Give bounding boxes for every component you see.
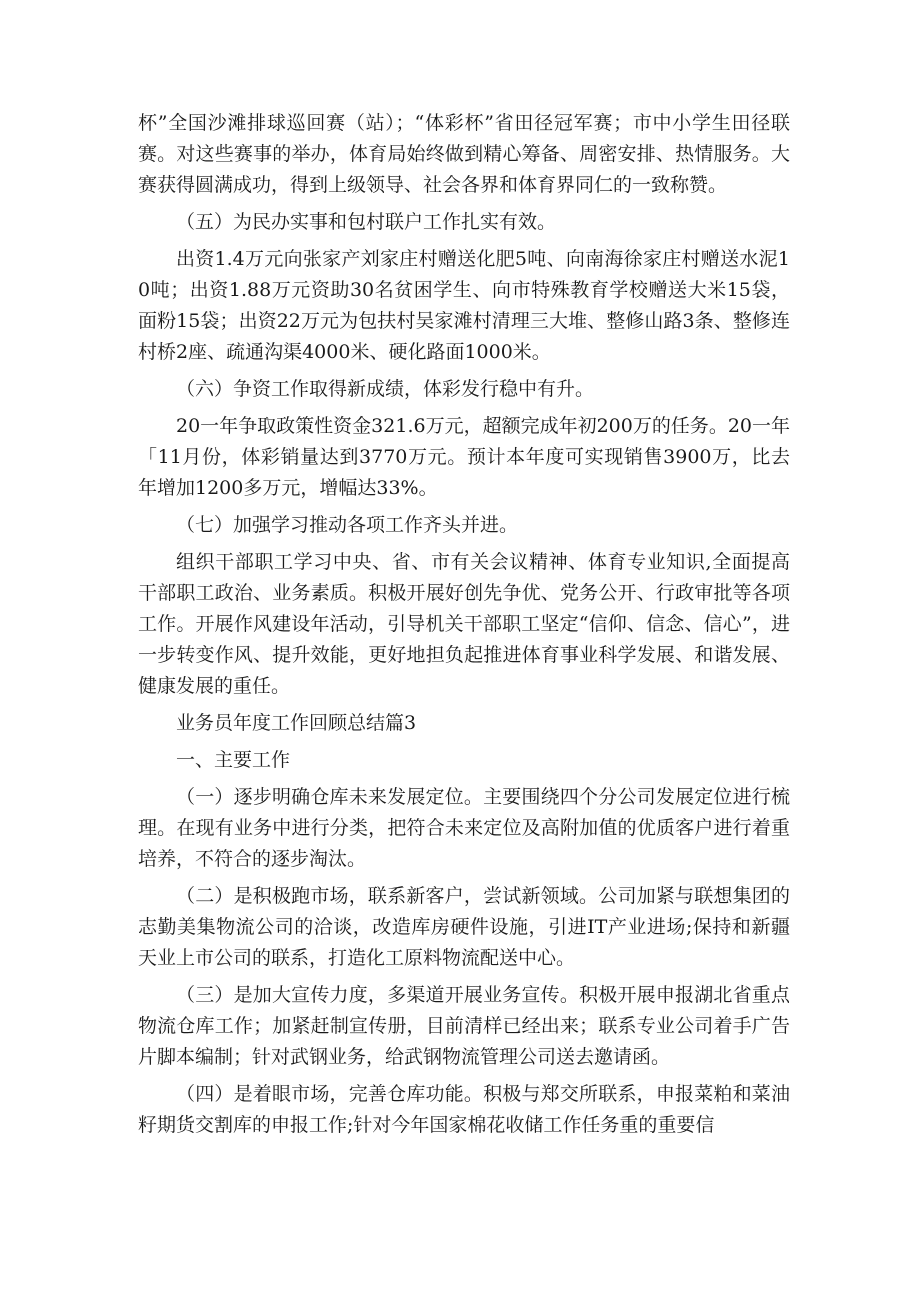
section-heading-five: （五）为民办实事和包村联户工作扎实有效。 [176,211,557,233]
article-title: 业务员年度工作回顾总结篇3 [176,712,417,734]
paragraph-item-three: （三）是加大宣传力度，多渠道开展业务宣传。积极开展申报湖北省重点物流仓库工作；加紧赶制宣传册，目前清样已经出来；联系专业公司着手广告片脚本编制；针对武钢业务，给武钢物流管理公司送去邀请函。 [138,984,790,1068]
paragraph-item-four: （四）是着眼市场，完善仓库功能。积极与郑交所联系，申报菜粕和菜油籽期货交割库的申报工作;针对今年国家棉花收储工作任务重的重要信 [138,1083,790,1136]
section-heading-seven: （七）加强学习推动各项工作齐头并进。 [176,514,519,536]
paragraph-study: 组织干部职工学习中央、省、市有关会议精神、体育专业知识,全面提高干部职工政治、业务素质。积极开展好创先争优、党务公开、行政审批等各项工作。开展作风建设年活动，引导机关干部职工坚定“信仰、信念、信心”，进一步转变作风、提升效能，更好地担负起推进体育事业科学发展、和谐发展、健康发展的重任。 [138,551,790,697]
document-body [138,108,790,1147]
paragraph-item-one: （一）逐步明确仓库未来发展定位。主要围绕四个分公司发展定位进行梳理。在现有业务中进行分类，把符合未来定位及高附加值的优质客户进行着重培养，不符合的逐步淘汰。 [138,786,790,870]
paragraph-donations: 出资1.4万元向张家产刘家庄村赠送化肥5吨、向南海徐家庄村赠送水泥10吨；出资1.88万元资助30名贫困学生、向市特殊教育学校赠送大米15袋，面粉15袋；出资22万元为包扶村吴家滩村清理三大堆、整修山路3条、整修连村桥2座、疏通沟渠4000米、硬化路面1000米。 [138,248,790,363]
section-heading-main-work: 一、主要工作 [176,749,291,771]
paragraph-funding: 20一年争取政策性资金321.6万元，超额完成年初200万的任务。20一年「11月份，体彩销量达到3770万元。预计本年度可实现销售3900万，比去年增加1200多万元，增幅达33%。 [138,415,791,499]
paragraph-item-two: （二）是积极跑市场，联系新客户，尝试新领域。公司加紧与联想集团的志勤美集物流公司的洽谈，改造库房硬件设施，引进IT产业进场;保持和新疆天业上市公司的联系，打造化工原料物流配送中心。 [138,885,790,969]
paragraph-continuation: 杯”全国沙滩排球巡回赛（站）；“体彩杯”省田径冠军赛；市中小学生田径联赛。对这些赛事的举办，体育局始终做到精心筹备、周密安排、热情服务。大赛获得圆满成功，得到上级领导、社会各界和体育界同仁的一致称赞。 [138,112,790,196]
section-heading-six: （六）争资工作取得新成绩，体彩发行稳中有升。 [176,378,595,400]
